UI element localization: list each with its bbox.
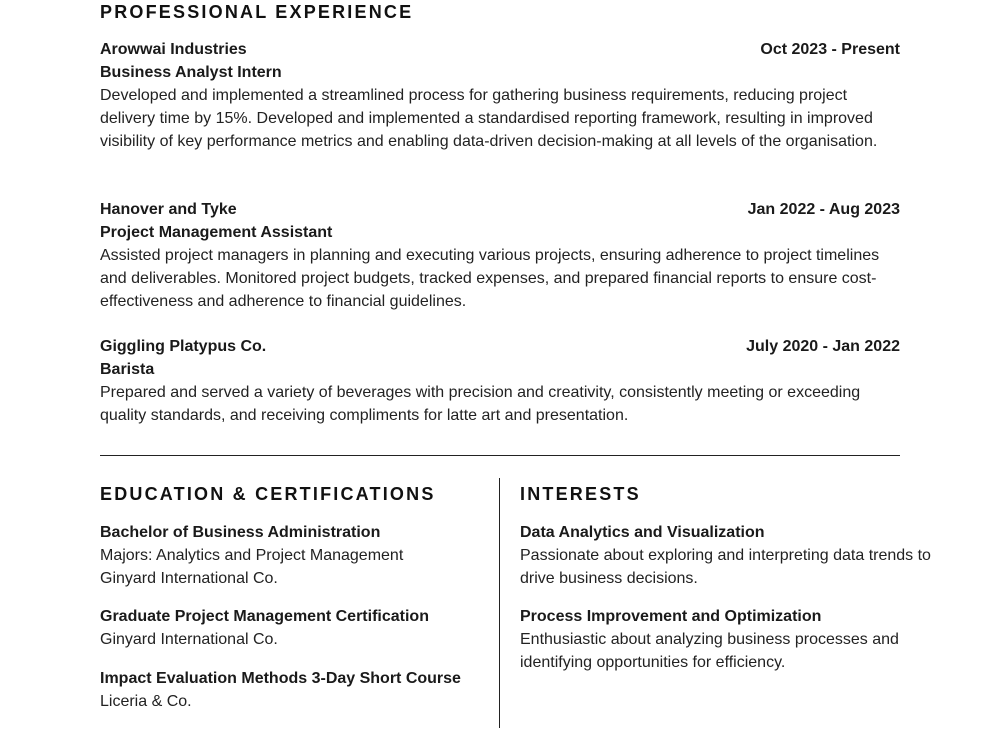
job-company: Hanover and Tyke xyxy=(100,201,237,218)
interest-name: Process Improvement and Optimization xyxy=(520,608,822,625)
job-entry xyxy=(100,335,900,427)
education-name: Graduate Project Management Certification xyxy=(100,608,429,625)
job-company: Arowwai Industries xyxy=(100,41,247,58)
section-divider xyxy=(100,455,900,456)
job-role: Business Analyst Intern xyxy=(100,64,282,81)
interests-title: INTERESTS xyxy=(520,484,641,504)
education-institution: Liceria & Co. xyxy=(100,693,192,710)
job-entry xyxy=(100,38,900,153)
education-item xyxy=(100,605,480,651)
job-company: Giggling Platypus Co. xyxy=(100,338,267,355)
interest-description: Passionate about exploring and interpreting data trends to drive business decisions. xyxy=(520,547,931,587)
interest-description: Enthusiastic about analyzing business processes and identifying opportunities for efficiency. xyxy=(520,631,899,671)
job-role: Project Management Assistant xyxy=(100,224,333,241)
professional-experience-title: PROFESSIONAL EXPERIENCE xyxy=(100,2,414,22)
column-divider xyxy=(499,478,500,728)
job-dates: Oct 2023 - Present xyxy=(760,41,900,58)
education-name: Impact Evaluation Methods 3-Day Short Course xyxy=(100,670,461,687)
job-dates: Jan 2022 - Aug 2023 xyxy=(747,201,900,218)
job-entry xyxy=(100,198,900,313)
job-description: Assisted project managers in planning and executing various projects, ensuring adherence to project timelines and deliverables. Monitored project budgets, tracked expenses, and prepared financial reports to ensure cost-effectiveness and adherence to financial guidelines. xyxy=(100,247,880,310)
education-name: Bachelor of Business Administration xyxy=(100,524,381,541)
education-title: EDUCATION & CERTIFICATIONS xyxy=(100,484,436,504)
interest-item xyxy=(520,521,940,590)
education-detail: Majors: Analytics and Project Management xyxy=(100,547,404,564)
job-description: Developed and implemented a streamlined process for gathering business requirements, reducing project delivery time by 15%. Developed and implemented a standardised reporting framework, resulting in improved visibility of key performance metrics and enabling data-driven decision-making at all levels of the organisation. xyxy=(100,87,878,150)
education-item xyxy=(100,667,490,713)
job-role: Barista xyxy=(100,361,155,378)
education-item xyxy=(100,521,480,590)
interest-item xyxy=(520,605,940,674)
interest-name: Data Analytics and Visualization xyxy=(520,524,765,541)
education-institution: Ginyard International Co. xyxy=(100,631,278,648)
job-dates: July 2020 - Jan 2022 xyxy=(746,338,900,355)
job-description: Prepared and served a variety of beverages with precision and creativity, consistently meeting or exceeding quality standards, and receiving compliments for latte art and presentation. xyxy=(100,384,861,424)
education-institution: Ginyard International Co. xyxy=(100,570,278,587)
